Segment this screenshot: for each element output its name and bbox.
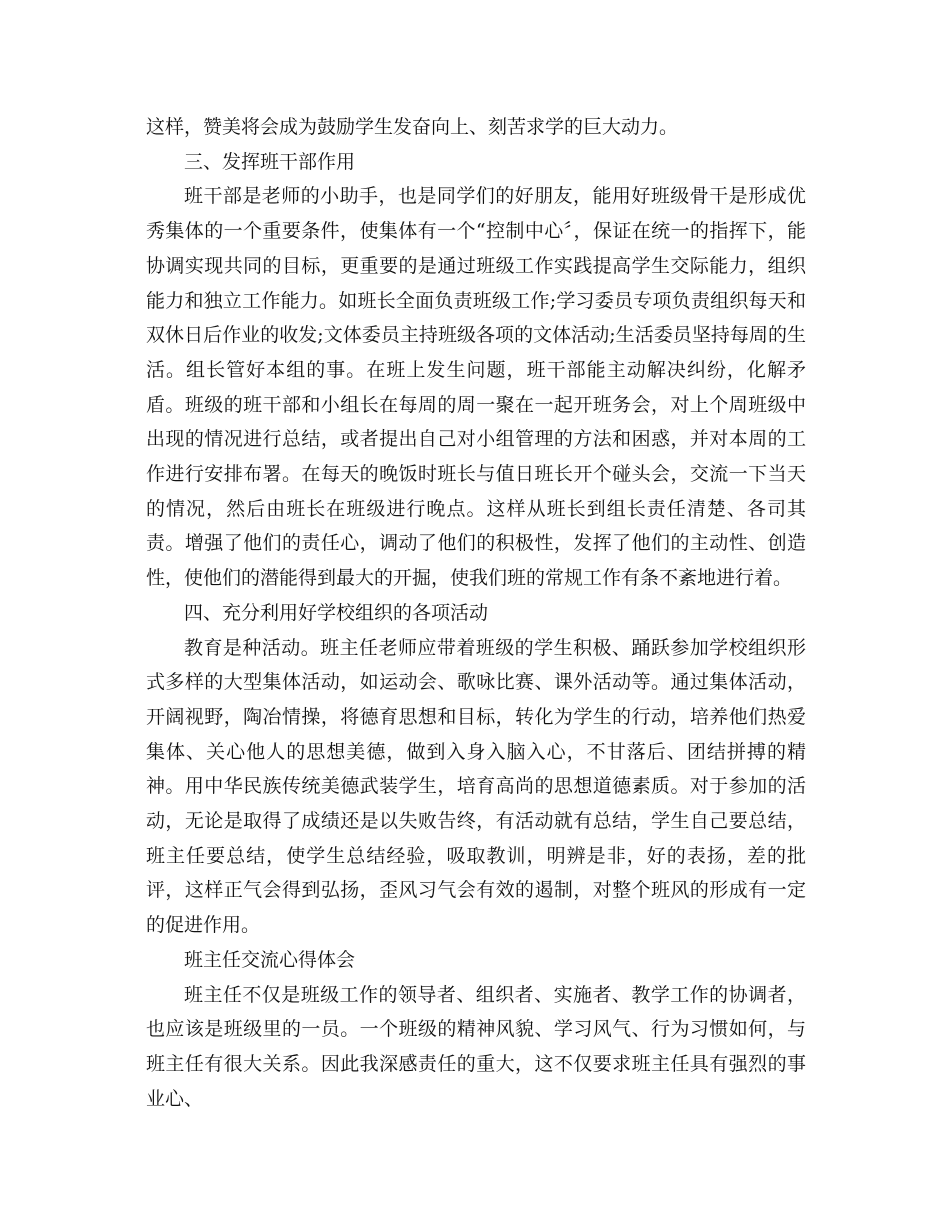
paragraph-school-activities: 教育是种活动。班主任老师应带着班级的学生积极、踊跃参加学校组织形式多样的大型集体活动，如运动会、歌咏比赛、课外活动等。通过集体活动，开阔视野，陶冶情操，将德育思想和目标，转化为学生的行动，培养他们热爱集体、关心他人的思想美德，做到入身入脑入心，不甘落后、团结拼搏的精神。用中华民族传统美德武装学生，培育高尚的思想道德素质。对于参加的活动，无论是取得了成绩还是以失败告终，有活动就有总结，学生自己要总结，班主任要总结，使学生总结经验，吸取教训，明辨是非，好的表扬，差的批评，这样正气会得到弘扬，歪风习气会有效的遏制，对整个班风的形成有一定的促进作用。	[146, 636, 806, 937]
paragraph-class-cadres: 班干部是老师的小助手，也是同学们的好朋友，能用好班级骨干是形成优秀集体的一个重要条件，使集体有一个“控制中心〞，保证在统一的指挥下，能协调实现共同的目标，更重要的是通过班级工作实践提高学生交际能力，组织能力和独立工作能力。如班长全面负责班级工作;学习委员专项负责组织每天和双休日后作业的收发;文体委员主持班级各项的文体活动;生活委员坚持每周的生活。组长管好本组的事。在班上发生问题，班干部能主动解决纠纷，化解矛盾。班级的班干部和小组长在每周的周一聚在一起开班务会，对上个周班级中出现的情况进行总结，或者提出自己对小组管理的方法和困惑，并对本周的工作进行安排布署。在每天的晚饭时班长与值日班长开个碰头会，交流一下当天的情况，然后由班长在班级进行晚点。这样从班长到组长责任清楚、各司其责。增强了他们的责任心，调动了他们的积极性，发挥了他们的主动性、创造性，使他们的潜能得到最大的开掘，使我们班的常规工作有条不紊地进行着。	[146, 185, 806, 590]
paragraph-continuation: 这样，赞美将会成为鼓励学生发奋向上、刻苦求学的巨大动力。	[146, 116, 679, 138]
section-heading-class-cadres: 三、发挥班干部作用	[184, 150, 356, 173]
document-body	[146, 110, 806, 1116]
section-heading-school-activities: 四、充分利用好学校组织的各项活动	[184, 601, 489, 624]
paragraph-experience: 班主任不仅是班级工作的领导者、组织者、实施者、教学工作的协调者，也应该是班级里的一员。一个班级的精神风貌、学习风气、行为习惯如何，与班主任有很大关系。因此我深感责任的重大，这不仅要求班主任具有强烈的事业心、	[146, 983, 806, 1110]
section-heading-experience: 班主任交流心得体会	[184, 948, 356, 971]
